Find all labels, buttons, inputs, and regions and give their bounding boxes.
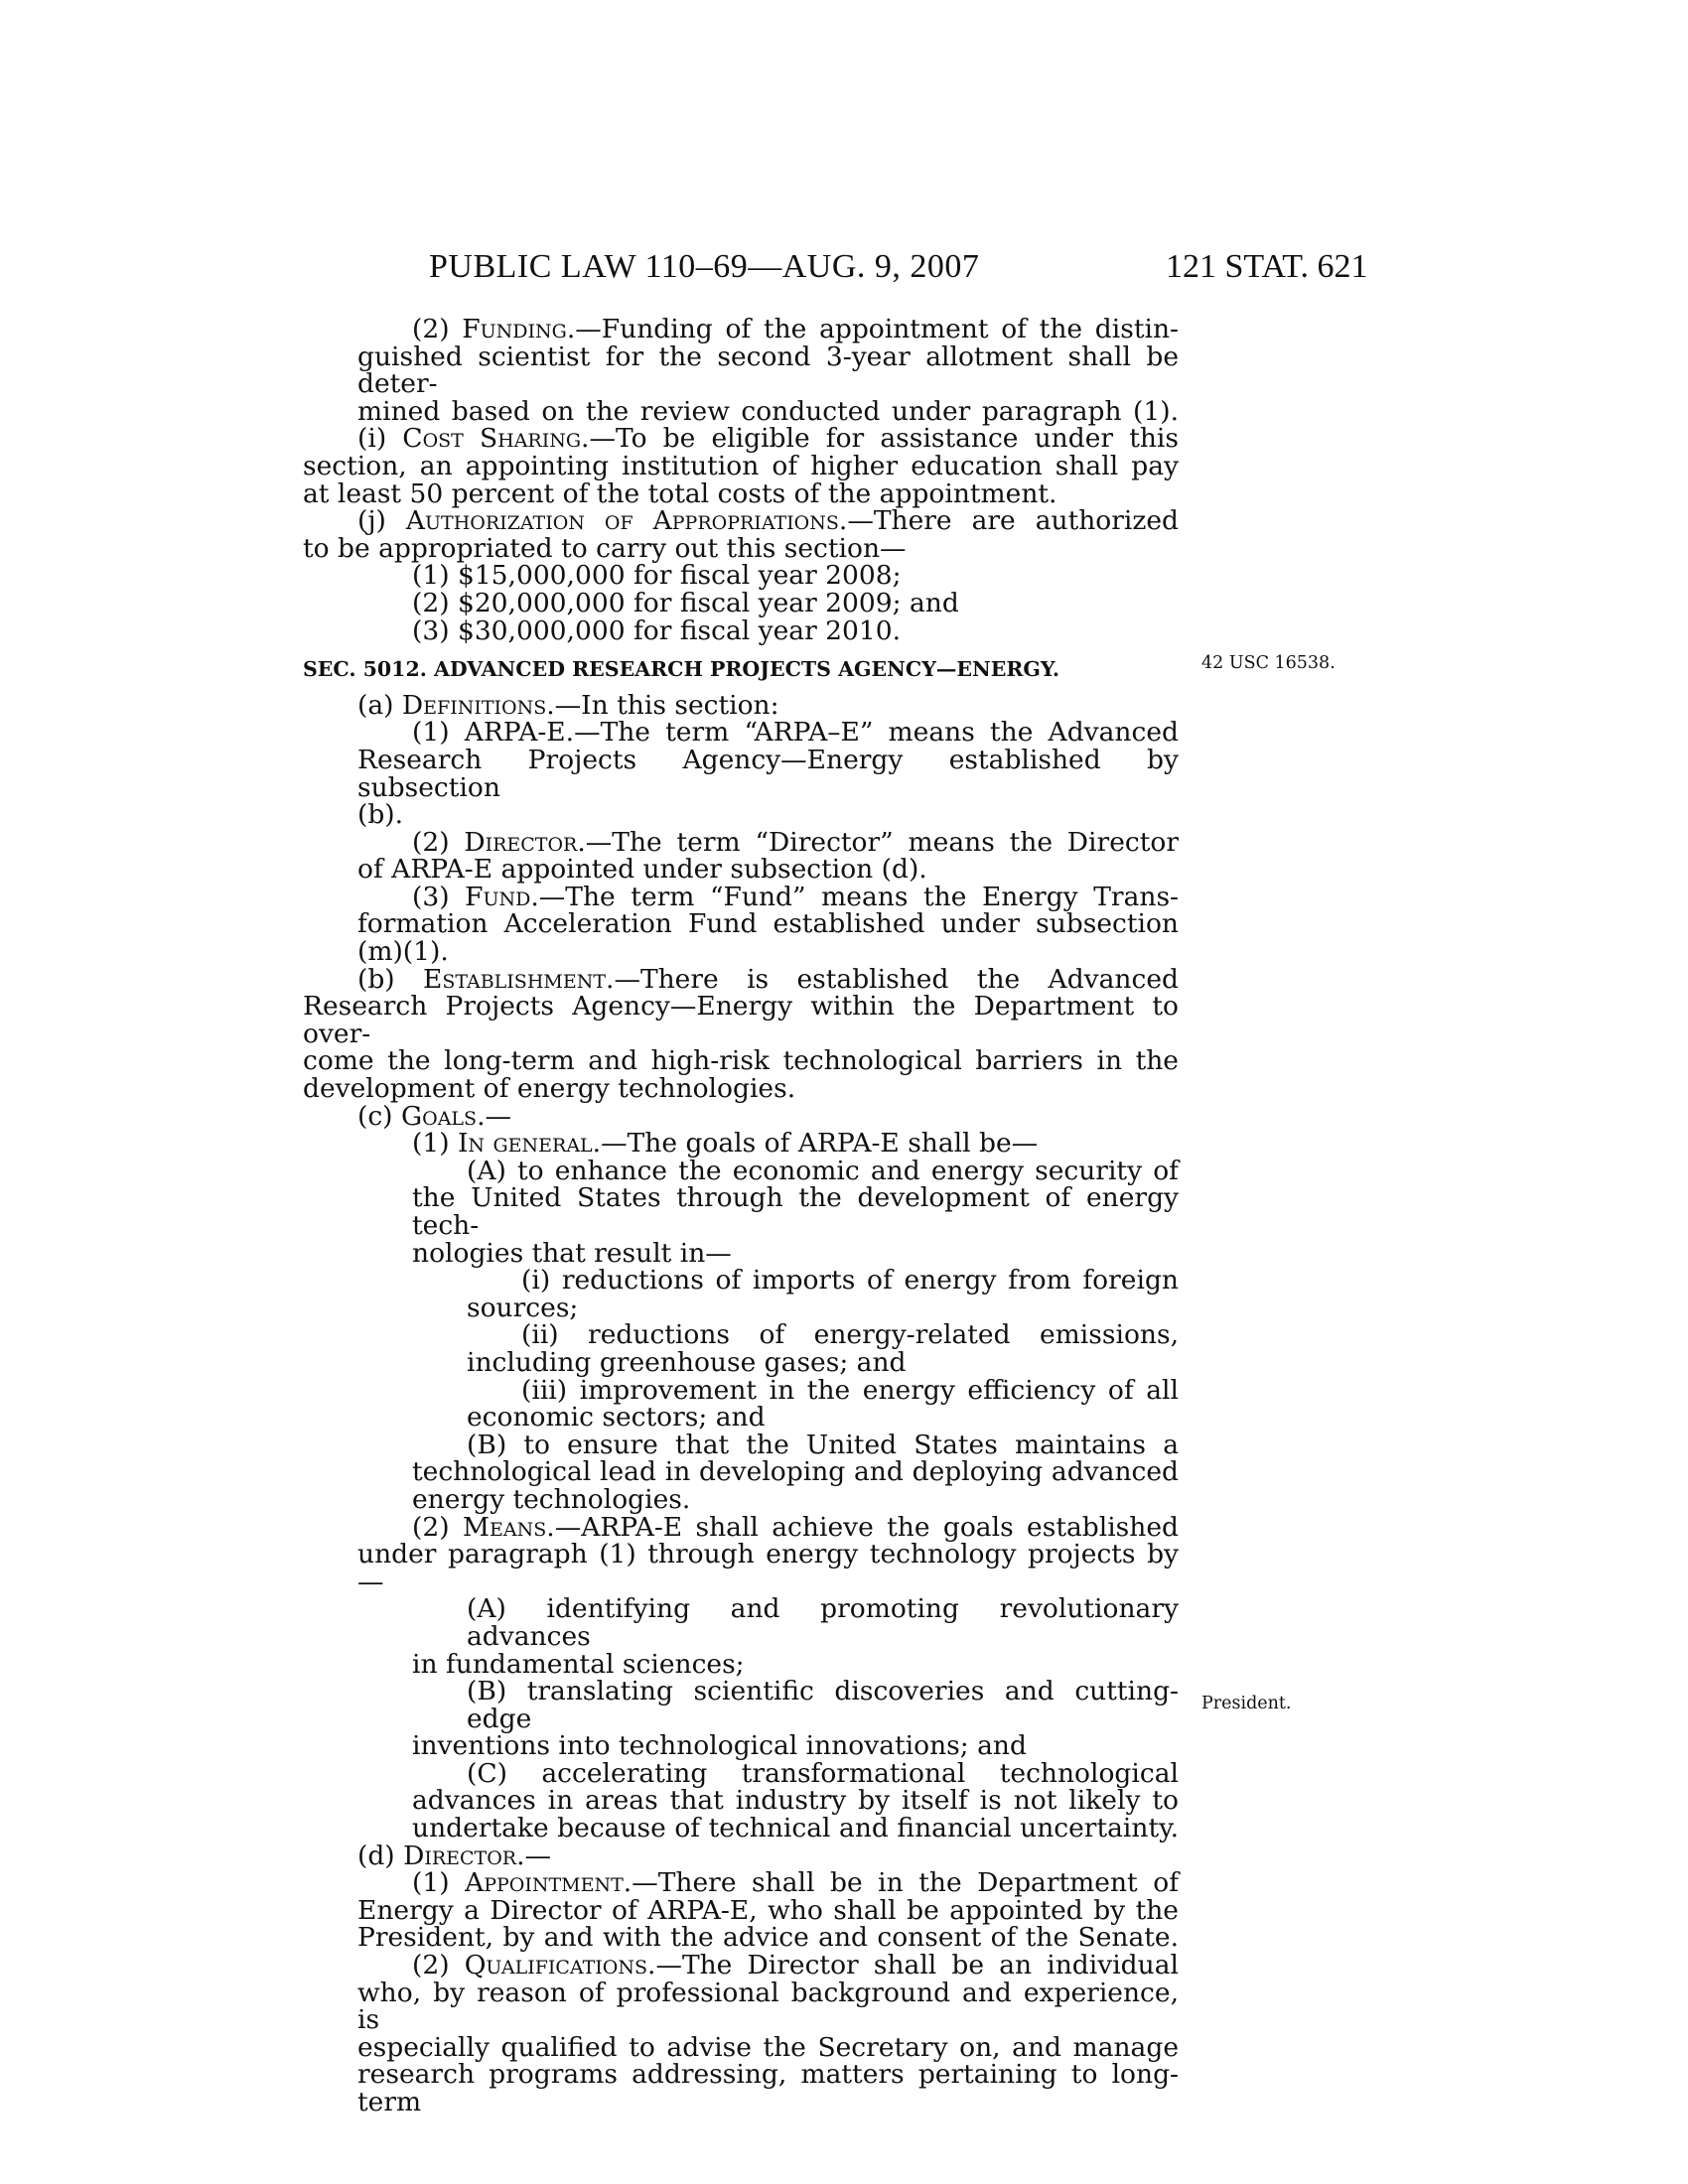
- line-text: .—The Director shall be an individual: [647, 1950, 1179, 1981]
- text-line: to be appropriated to carry out this section—: [303, 532, 907, 564]
- line-prefix: (a): [357, 689, 402, 721]
- text-line: nologies that result in—: [412, 1237, 732, 1269]
- line-prefix: (c): [357, 1100, 401, 1132]
- line-text: .—There is established the Advanced: [606, 963, 1179, 995]
- text-line: (iii) improvement in the energy efficiency of all: [521, 1374, 1179, 1406]
- text-line: (3) $30,000,000 for fiscal year 2010.: [412, 614, 902, 646]
- text-line: inventions into technological innovations; and: [412, 1730, 1027, 1762]
- text-line: [303, 1130, 1179, 1158]
- text-line: [303, 1840, 1179, 1871]
- heading-small-caps: Appointment: [465, 1867, 624, 1899]
- running-header-title: PUBLIC LAW 110–69—AUG. 9, 2007: [429, 248, 980, 285]
- text-line: (B) to ensure that the United States maintains a: [467, 1429, 1179, 1460]
- text-line: economic sectors; and: [467, 1402, 766, 1433]
- text-line: [303, 1511, 1179, 1543]
- heading-small-caps: Definitions: [401, 689, 547, 721]
- text-line: [303, 507, 1179, 535]
- line-text: .—The goals of ARPA-E shall be—: [592, 1128, 1039, 1160]
- margin-note-president: President.: [1201, 1694, 1292, 1713]
- heading-small-caps: Goals: [400, 1100, 478, 1132]
- text-line: [303, 1100, 1179, 1132]
- line-text: .—: [516, 1840, 552, 1871]
- text-line: (B) translating scientific discoveries and cutting-edge: [467, 1676, 1179, 1734]
- heading-small-caps: Fund: [465, 881, 531, 912]
- text-line: research programs addressing, matters pertaining to long-term: [357, 2059, 1179, 2117]
- line-prefix: (2): [412, 314, 463, 344]
- line-prefix: (j): [357, 505, 406, 537]
- text-line: [303, 689, 1179, 721]
- text-line: development of energy technologies.: [303, 1073, 796, 1105]
- text-line: Energy a Director of ARPA-E, who shall be appointed by the: [357, 1894, 1179, 1926]
- line-text: .—In this section:: [546, 689, 779, 721]
- text-line: [303, 425, 1179, 453]
- text-line: (ii) reductions of energy-related emissions,: [521, 1319, 1179, 1351]
- document-body: [303, 316, 1179, 2116]
- heading-small-caps: Authorization of Appropriations: [405, 505, 839, 537]
- text-line: (C) accelerating transformational technological: [467, 1757, 1179, 1789]
- heading-small-caps: Cost Sharing: [402, 423, 582, 455]
- text-line: [303, 826, 1179, 858]
- line-text: .—ARPA-E shall achieve the goals established: [546, 1511, 1179, 1543]
- text-line: of ARPA-E appointed under subsection (d).: [357, 854, 927, 886]
- line-prefix: (1) ARPA-E: [412, 717, 566, 749]
- heading-small-caps: Qualifications: [464, 1950, 648, 1981]
- heading-small-caps: Director: [403, 1840, 517, 1871]
- text-line: [303, 719, 1179, 747]
- text-line: [303, 881, 1179, 912]
- line-text: .—The term “ARPA–E” means the Advanced: [565, 717, 1179, 749]
- line-text: .—There shall be in the Department of: [623, 1867, 1179, 1899]
- text-line: (i) reductions of imports of energy from foreign: [521, 1265, 1179, 1297]
- line-text: .—The term “Director” means the Director: [577, 826, 1179, 858]
- heading-small-caps: In general: [457, 1128, 593, 1160]
- text-line: come the long-term and high-risk technological barriers in the: [303, 1045, 1179, 1077]
- line-prefix: (3): [412, 881, 466, 912]
- heading-small-caps: Means: [462, 1511, 547, 1543]
- text-line: technological lead in developing and deploying advanced: [412, 1456, 1179, 1488]
- text-line: (A) to enhance the economic and energy security of: [467, 1155, 1179, 1186]
- text-line: [303, 316, 1179, 343]
- line-prefix: (2): [412, 826, 465, 858]
- text-line: (m)(1).: [357, 936, 449, 968]
- text-line: (b).: [357, 799, 404, 831]
- heading-small-caps: Director: [464, 826, 578, 858]
- line-prefix: (b): [357, 963, 423, 995]
- heading-small-caps: Establishment: [423, 963, 607, 995]
- line-text: .—: [477, 1100, 511, 1132]
- running-header-stat: 121 STAT. 621: [1166, 248, 1368, 285]
- line-text: .—Funding of the appointment of the distin-: [566, 314, 1179, 344]
- text-line: [303, 1869, 1179, 1897]
- text-line: [303, 1952, 1179, 1979]
- line-prefix: (d): [357, 1840, 404, 1871]
- line-prefix: (i): [357, 423, 403, 455]
- line-prefix: (2): [412, 1511, 463, 1543]
- text-line: under paragraph (1) through energy technology projects by—: [357, 1539, 1179, 1597]
- text-line: Research Projects Agency—Energy established by subsection: [357, 744, 1179, 803]
- line-text: .—The term “Fund” means the Energy Trans-: [530, 881, 1179, 912]
- text-line: energy technologies.: [412, 1483, 691, 1515]
- text-line: (2) $20,000,000 for fiscal year 2009; and: [412, 587, 959, 618]
- heading-small-caps: Funding: [462, 314, 567, 344]
- text-line: undertake because of technical and financial uncertainty.: [412, 1813, 1179, 1844]
- text-line: the United States through the development of energy tech-: [412, 1182, 1179, 1241]
- line-text: .—There are authorized: [838, 505, 1179, 537]
- line-prefix: (1): [412, 1867, 466, 1899]
- text-line: mined based on the review conducted under paragraph (1).: [357, 395, 1179, 427]
- text-line: especially qualified to advise the Secretary on, and manage: [357, 2031, 1179, 2063]
- text-line: advances in areas that industry by itself is not likely to: [412, 1785, 1179, 1817]
- margin-note-usc: 42 USC 16538.: [1201, 653, 1336, 673]
- text-line: guished scientist for the second 3-year allotment shall be deter-: [357, 341, 1179, 400]
- section-heading: SEC. 5012. ADVANCED RESEARCH PROJECTS AGENCY—ENERGY.: [303, 657, 1060, 682]
- text-line: formation Acceleration Fund established under subsection: [357, 908, 1179, 940]
- text-line: section, an appointing institution of higher education shall pay: [303, 450, 1179, 481]
- text-line: at least 50 percent of the total costs of the appointment.: [303, 478, 1057, 509]
- line-prefix: (2): [412, 1950, 465, 1981]
- text-line: President, by and with the advice and consent of the Senate.: [357, 1922, 1179, 1954]
- text-line: (A) identifying and promoting revolutionary advances: [467, 1593, 1179, 1652]
- line-text: .—To be eligible for assistance under this: [581, 423, 1179, 455]
- text-line: in fundamental sciences;: [412, 1648, 745, 1680]
- text-line: [303, 963, 1179, 995]
- text-line: who, by reason of professional background and experience, is: [357, 1977, 1179, 2036]
- text-line: (1) $15,000,000 for fiscal year 2008;: [412, 560, 902, 592]
- text-line: Research Projects Agency—Energy within the Department to over-: [303, 991, 1179, 1049]
- text-line: sources;: [467, 1292, 579, 1323]
- line-prefix: (1): [412, 1128, 458, 1160]
- text-line: including greenhouse gases; and: [467, 1346, 907, 1378]
